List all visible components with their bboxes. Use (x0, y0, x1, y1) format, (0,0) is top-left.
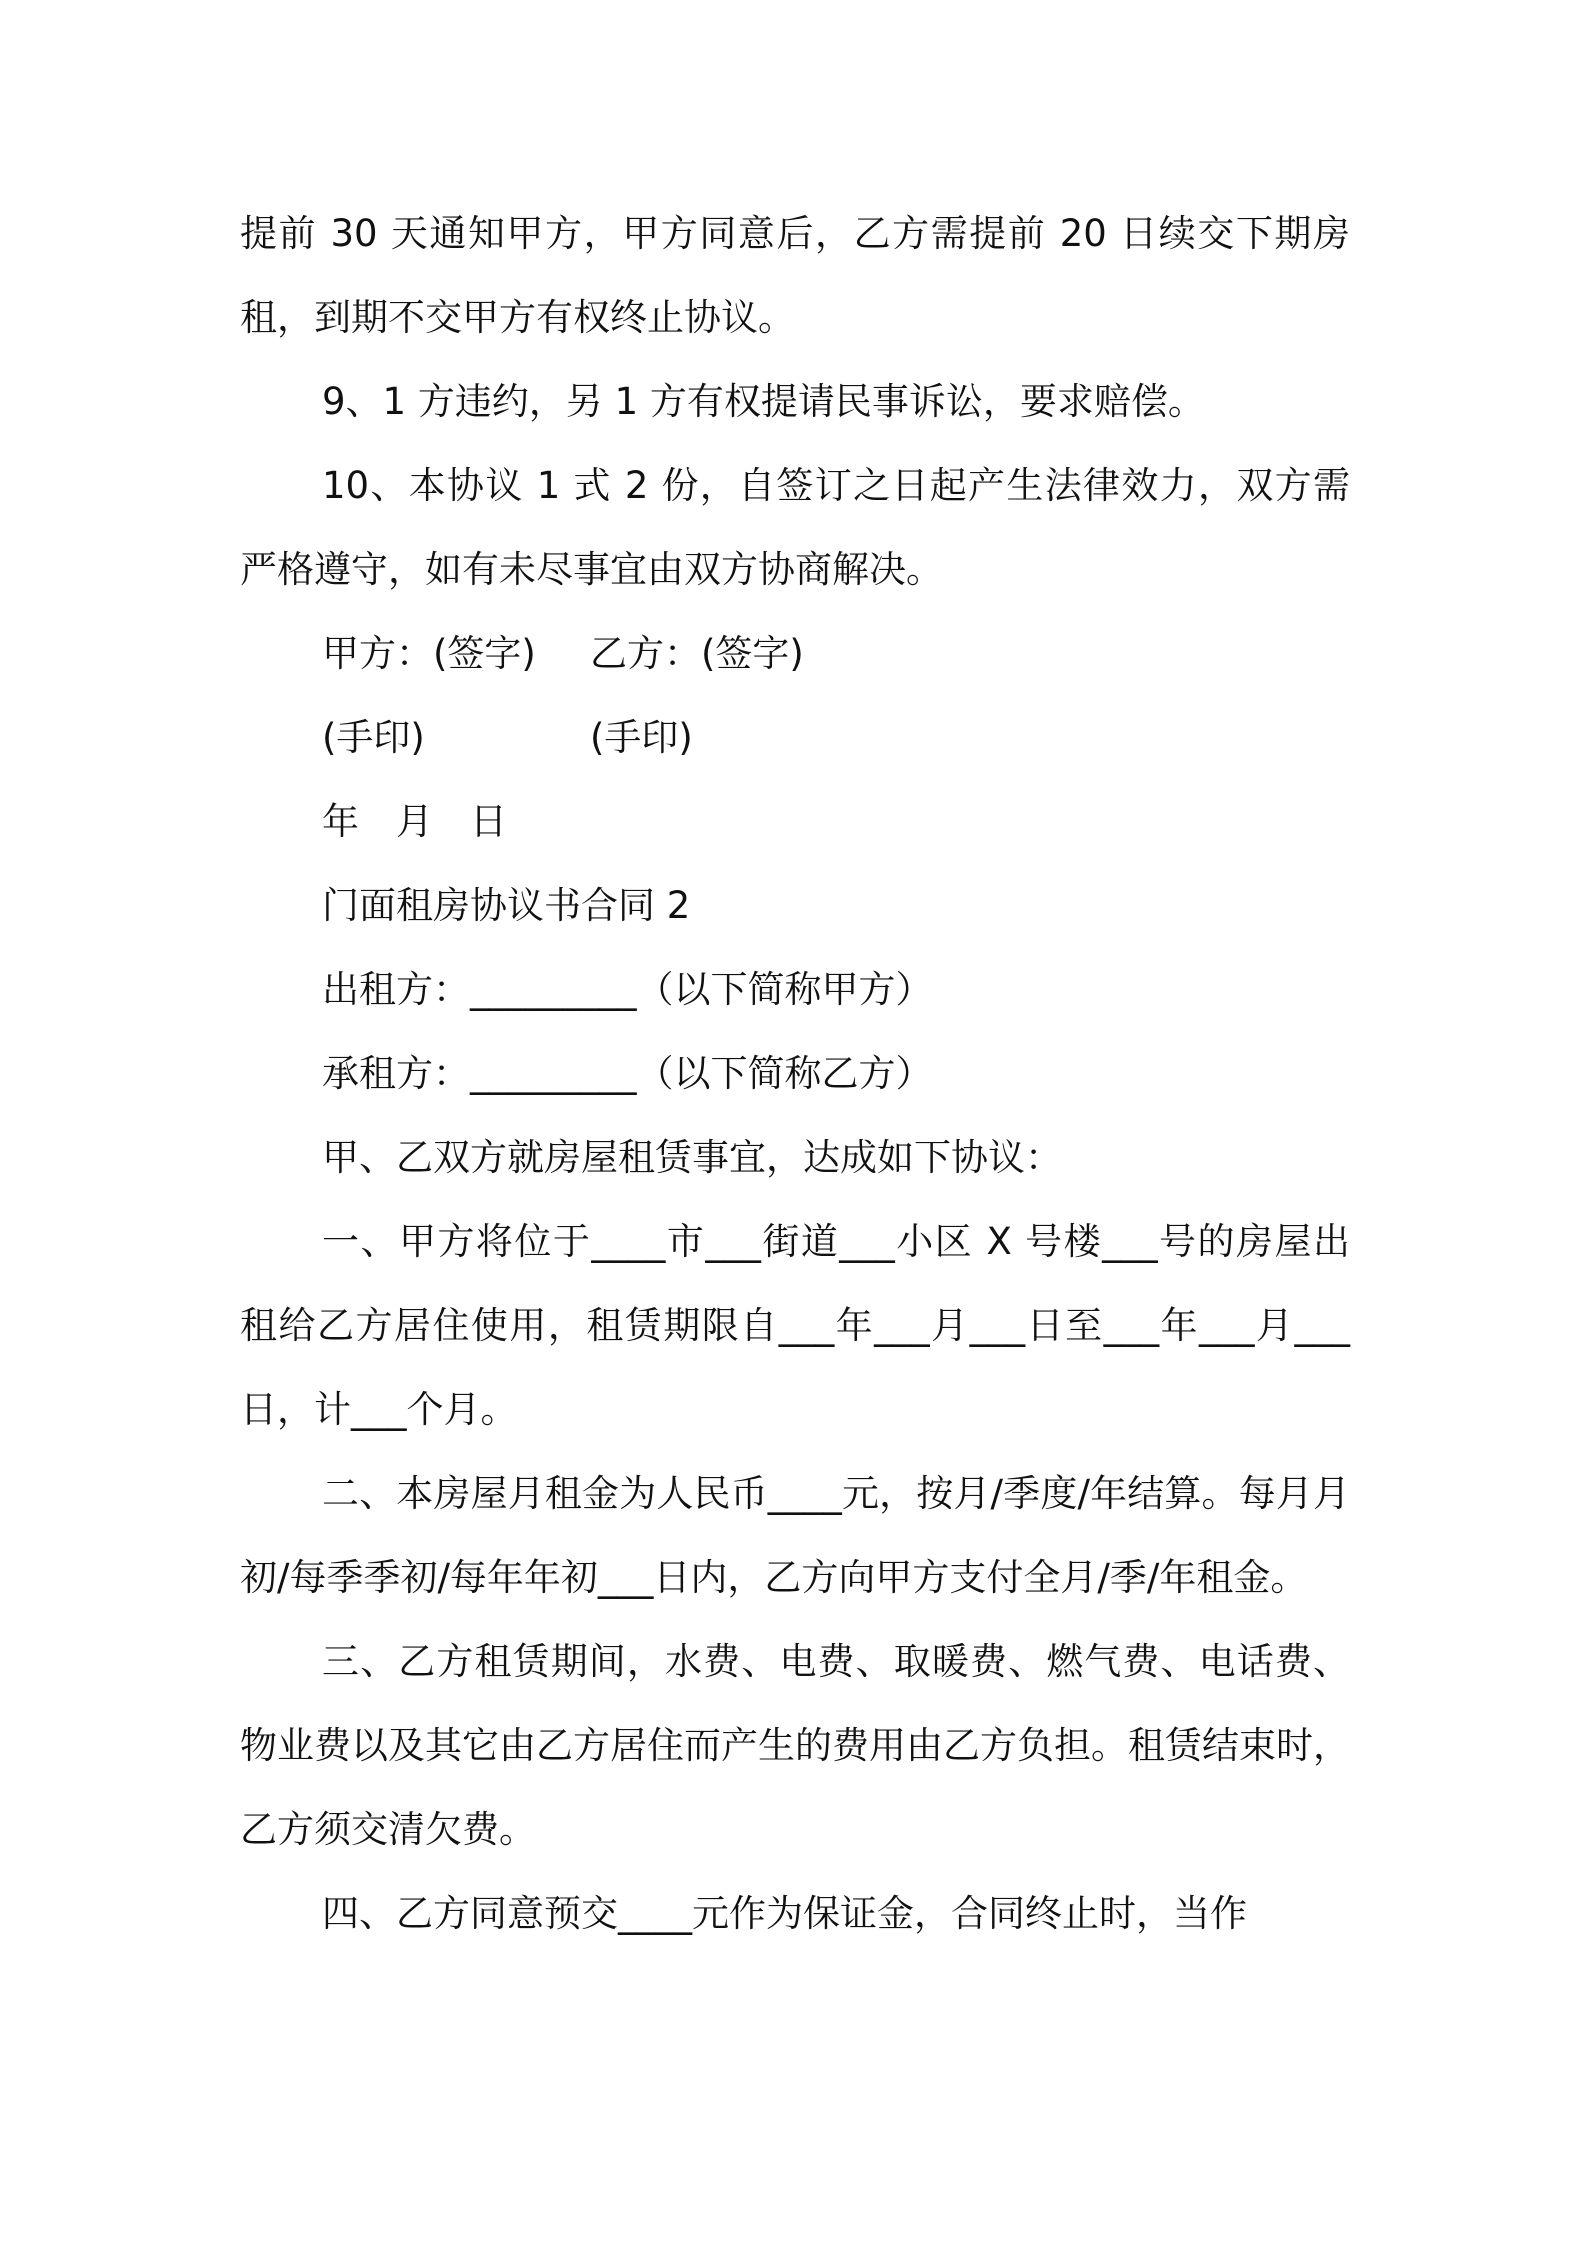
clause-9: 9、1 方违约，另 1 方有权提请民事诉讼，要求赔偿。 (322, 380, 1205, 423)
clause-1: 一、甲方将位于____市___街道___小区 X 号楼___号的房屋出租给乙方居住使用，租赁期限自___年___月___日至___年___月___日，计___个月。 (240, 1220, 1350, 1431)
signature-row (240, 612, 1350, 696)
paragraph-continuation: 提前 30 天通知甲方，甲方同意后，乙方需提前 20 日续交下期房租，到期不交甲方有权终止协议。 (240, 212, 1350, 339)
handprint-row (240, 696, 1350, 780)
party-b-handprint: (手印) (590, 716, 693, 759)
clause-10: 10、本协议 1 式 2 份，自签订之日起产生法律效力，双方需严格遵守，如有未尽事宜由双方协商解决。 (240, 464, 1350, 591)
contract-2-title: 门面租房协议书合同 2 (322, 884, 691, 927)
document-body (240, 192, 1350, 1956)
date-line: 年 月 日 (322, 800, 507, 843)
party-a-signature: 甲方：(签字) (322, 632, 536, 675)
clause-3: 三、乙方租赁期间，水费、电费、取暖费、燃气费、电话费、物业费以及其它由乙方居住而产生的费用由乙方负担。租赁结束时，乙方须交清欠费。 (240, 1640, 1350, 1851)
party-a-handprint: (手印) (322, 716, 425, 759)
lessor-line: 出租方：_________（以下简称甲方） (322, 968, 933, 1011)
clause-4: 四、乙方同意预交____元作为保证金，合同终止时，当作 (322, 1892, 1247, 1935)
party-b-signature: 乙方：(签字) (590, 632, 804, 675)
lessee-line: 承租方：_________（以下简称乙方） (322, 1052, 933, 1095)
agreement-intro: 甲、乙双方就房屋租赁事宜，达成如下协议： (322, 1136, 1062, 1179)
clause-2: 二、本房屋月租金为人民币____元，按月/季度/年结算。每月月初/每季季初/每年年初___日内，乙方向甲方支付全月/季/年租金。 (240, 1472, 1350, 1599)
